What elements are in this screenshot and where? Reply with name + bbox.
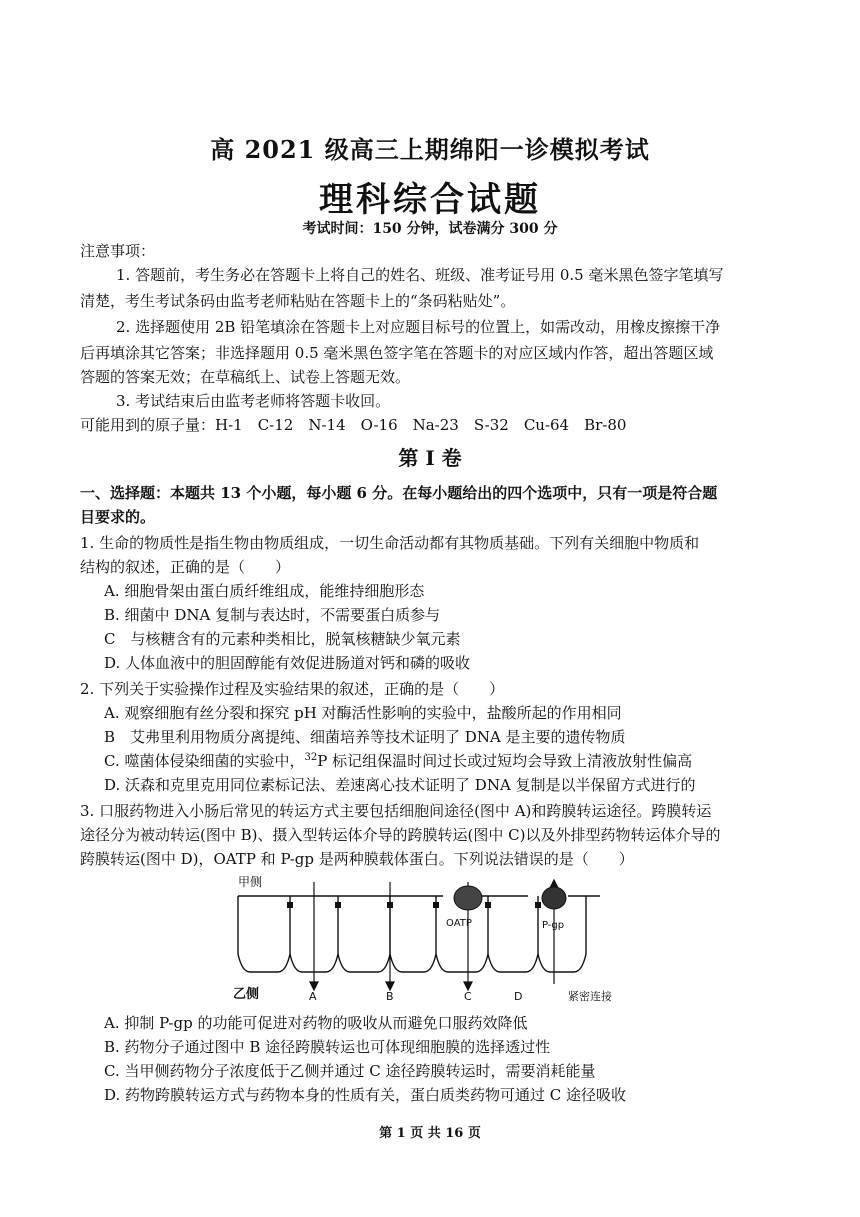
exam-title: 高 2021 级高三上期绵阳一诊模拟考试 xyxy=(210,135,650,164)
pgp-carrier xyxy=(542,887,566,909)
top-side-label: 甲侧 xyxy=(238,875,263,889)
oatp-carrier xyxy=(454,886,482,910)
q2-option-c-sup: 32 xyxy=(304,752,318,763)
tight-junction-label: 紧密连接 xyxy=(568,990,612,1003)
notice-item-1-cont: 清楚，考生考试条码由监考老师粘贴在答题卡上的“条码粘贴处”。 xyxy=(80,292,516,310)
bottom-side-label: 乙侧 xyxy=(233,987,260,1002)
q2-option-c xyxy=(104,750,804,771)
atomic-masses: 可能用到的原子量：H-1 C-12 N-14 O-16 Na-23 S-32 Cu-64 Br-80 xyxy=(80,416,627,434)
route-c-label: C xyxy=(464,990,472,1003)
q3-stem: 3. 口服药物进入小肠后常见的转运方式主要包括细胞间途径(图中 A)和跨膜转运途径。跨膜转运 xyxy=(80,802,712,820)
transport-diagram xyxy=(228,872,628,1004)
q2-option-a: A. 观察细胞有丝分裂和探究 pH 对酶活性影响的实验中，盐酸所起的作用相同 xyxy=(104,704,622,722)
pgp-label: P-gp xyxy=(542,920,565,931)
q1-option-a: A. 细胞骨架由蛋白质纤维组成，能维持细胞形态 xyxy=(104,582,425,600)
notice-item-2-cont: 后再填涂其它答案；非选择题用 0.5 毫米黑色签字笔在答题卡的对应区域内作答，超出答题区域 xyxy=(80,344,714,362)
exam-info: 考试时间：150 分钟，试卷满分 300 分 xyxy=(302,221,558,237)
q3-option-a: A. 抑制 P-gp 的功能可促进对药物的吸收从而避免口服药效降低 xyxy=(104,1014,528,1032)
notice-item-3: 3. 考试结束后由监考老师将答题卡收回。 xyxy=(116,392,391,410)
section-instruction-cont: 目要求的。 xyxy=(80,508,156,526)
q3-option-b: B. 药物分子通过图中 B 途径跨膜转运也可体现细胞膜的选择透过性 xyxy=(104,1038,551,1056)
q2-option-c-pre: C. 噬菌体侵染细菌的实验中， xyxy=(104,752,305,770)
route-a-label: A xyxy=(309,990,317,1003)
route-d-label: D xyxy=(514,990,523,1003)
q2-option-d: D. 沃森和克里克用同位素标记法、差速离心技术证明了 DNA 复制是以半保留方式进行的 xyxy=(104,776,696,794)
oatp-label: OATP xyxy=(446,918,472,929)
q2-option-c-post: P 标记组保温时间过长或过短均会导致上清液放射性偏高 xyxy=(317,752,693,770)
q1-option-b: B. 细菌中 DNA 复制与表达时，不需要蛋白质参与 xyxy=(104,606,441,624)
section-title: 第 I 卷 xyxy=(398,446,462,470)
route-b-label: B xyxy=(386,990,394,1003)
notice-item-2: 2. 选择题使用 2B 铅笔填涂在答题卡上对应题目标号的位置上，如需改动，用橡皮擦擦干净 xyxy=(116,318,721,336)
q2-stem: 2. 下列关于实验操作过程及实验结果的叙述，正确的是（ ） xyxy=(80,680,505,698)
q1-option-d: D. 人体血液中的胆固醇能有效促进肠道对钙和磷的吸收 xyxy=(104,654,471,672)
q3-option-c: C. 当甲侧药物分子浓度低于乙侧并通过 C 途径跨膜转运时，需要消耗能量 xyxy=(104,1062,596,1080)
q1-stem: 1. 生命的物质性是指生物由物质组成，一切生命活动都有其物质基础。下列有关细胞中物质和 xyxy=(80,534,700,552)
q1-option-c: C 与核糖含有的元素种类相比，脱氧核糖缺少氧元素 xyxy=(104,630,461,648)
notice-heading: 注意事项： xyxy=(80,242,156,260)
q2-option-b: B 艾弗里利用物质分离提纯、细菌培养等技术证明了 DNA 是主要的遗传物质 xyxy=(104,728,626,746)
q3-option-d: D. 药物跨膜转运方式与药物本身的性质有关，蛋白质类药物可通过 C 途径吸收 xyxy=(104,1086,627,1104)
notice-item-2-end: 答题的答案无效；在草稿纸上、试卷上答题无效。 xyxy=(80,368,411,386)
q3-stem-cont: 途径分为被动转运(图中 B)、摄入型转运体介导的跨膜转运(图中 C)以及外排型药物转运体介导的 xyxy=(80,826,721,844)
exam-subtitle: 理科综合试题 xyxy=(319,180,541,220)
notice-item-1: 1. 答题前，考生务必在答题卡上将自己的姓名、班级、准考证号用 0.5 毫米黑色签字笔填写 xyxy=(116,266,724,284)
section-instruction: 一、选择题：本题共 13 个小题，每小题 6 分。在每小题给出的四个选项中，只有一项是符合题 xyxy=(80,484,718,502)
q1-stem-cont: 结构的叙述，正确的是（ ） xyxy=(80,558,291,576)
q3-stem-end: 跨膜转运(图中 D)，OATP 和 P-gp 是两种膜载体蛋白。下列说法错误的是（ ） xyxy=(80,850,634,868)
page-footer: 第 1 页 共 16 页 xyxy=(379,1126,481,1141)
